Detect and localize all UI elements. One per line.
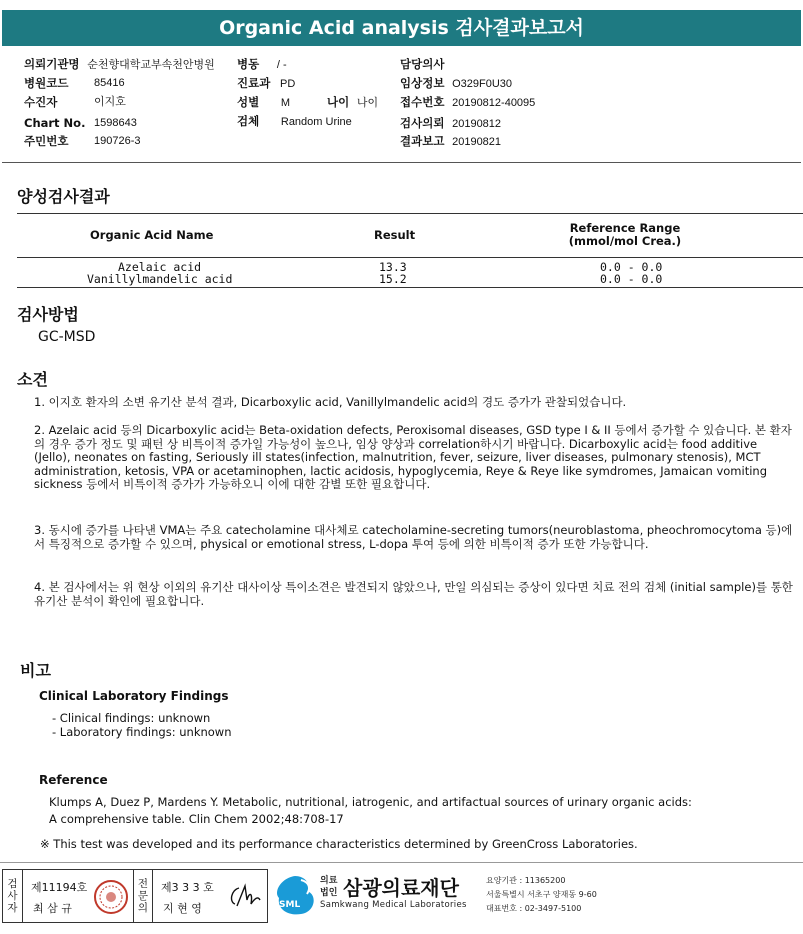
col-header-reference: [560, 222, 690, 248]
row-2-reference: 0.0 - 0.0: [600, 272, 663, 286]
age-label: 나이: [327, 95, 350, 109]
row-2-name: Vanillylmandelic acid: [87, 272, 233, 286]
resident-no-value: 190726-3: [94, 135, 141, 147]
clinical-findings-title: Clinical Laboratory Findings: [39, 689, 229, 703]
report-date-value: 20190821: [452, 136, 502, 148]
sml-badge: SML: [279, 900, 301, 910]
org-prefix-bottom: 법인: [320, 888, 338, 898]
results-top-rule: [17, 213, 803, 214]
results-header-rule: [17, 257, 803, 258]
ward-value: / -: [276, 59, 287, 71]
hospital-code-row: [24, 76, 125, 90]
report-title: Organic Acid analysis 검사결과보고서: [2, 10, 801, 46]
clinical-info-label: 임상정보: [400, 76, 445, 90]
institution-value: 순천향대학교부속천안병원: [87, 59, 215, 71]
recipient-label: 수진자: [24, 95, 58, 109]
inspector-name: 최 삼 규: [33, 902, 72, 915]
reference-line-1: Klumps A, Duez P, Mardens Y. Metabolic, nutritional, iatrogenic, and artifactual sources of urinary organic acids:: [49, 795, 692, 809]
sex-value: M: [280, 97, 291, 109]
col-header-reference-line1: Reference Range: [569, 221, 681, 235]
dept-row: [237, 76, 295, 91]
specimen-label: 검체: [237, 114, 260, 128]
row-2-result: 15.2: [379, 272, 407, 286]
dept-value: PD: [279, 78, 296, 90]
method-title: 검사방법: [17, 305, 79, 324]
resident-no-label: 주민번호: [24, 134, 69, 148]
finding-1: 1. 이지호 환자의 소변 유기산 분석 결과, Dicarboxylic acid, Vanillylmandelic acid의 경도 증가가 관찰되었습니다.: [34, 395, 627, 409]
chart-no-value: 1598643: [94, 117, 137, 129]
disclaimer: ※ This test was developed and its performance characteristics determined by GreenCross Laboratories.: [40, 837, 638, 851]
info-divider: [2, 162, 801, 163]
specialist-number: 제3 3 3 호: [161, 881, 214, 894]
finding-3: 3. 동시에 증가를 나타낸 VMA는 주요 catecholamine 대사체로 catecholamine-secreting tumors(neuroblastoma, pheochromocytoma 등)에서 특징적으로 증가할 수 있으며, physical or emotional stress, L-dopa 투여 등에 의한 비특이적 증가 또한 가능합니다.: [34, 523, 793, 551]
row-1-name: Azelaic acid: [118, 260, 202, 274]
doctor-row: [400, 57, 444, 71]
finding-4: 4. 본 검사에서는 위 현상 이외의 유기산 대사이상 특이소견은 발견되지 않았으나, 만일 의심되는 증상이 있다면 치료 전의 검체 (initial sample)를 통한 유기산 분석이 확인에 필요합니다.: [34, 580, 793, 608]
results-title: 양성검사결과: [17, 187, 110, 206]
row-1-result: 13.3: [379, 260, 407, 274]
contact-phone: 대표번호 : 02-3497-5100: [486, 904, 582, 913]
method-value: GC-MSD: [38, 329, 96, 345]
dept-label: 진료과: [237, 76, 271, 90]
receipt-no-row: [400, 95, 535, 110]
report-date-label: 결과보고: [400, 134, 445, 148]
request-date-label: 검사의뢰: [400, 116, 445, 130]
findings-title: 소견: [17, 370, 48, 389]
col-header-result: Result: [374, 228, 416, 242]
chart-no-label: Chart No.: [24, 116, 86, 130]
col-header-reference-line2: (mmol/mol Crea.): [568, 234, 682, 248]
hospital-code-label: 병원코드: [24, 76, 69, 90]
request-date-value: 20190812: [452, 118, 502, 130]
receipt-no-label: 접수번호: [400, 95, 445, 109]
ward-label: 병동: [237, 57, 260, 71]
chart-no-row: [24, 116, 137, 130]
org-prefix-top: 의료: [320, 876, 338, 886]
col-header-name: Organic Acid Name: [90, 228, 214, 242]
org-name-en: Samkwang Medical Laboratories: [320, 900, 467, 910]
request-date-row: [400, 116, 501, 131]
row-1-reference: 0.0 - 0.0: [600, 260, 663, 274]
sml-logo-icon: [271, 870, 319, 920]
specialist-signature-icon: [225, 882, 263, 912]
recipient-row: [24, 95, 126, 109]
reference-line-2: A comprehensive table. Clin Chem 2002;48:708-17: [49, 812, 344, 826]
org-name: 삼광의료재단: [343, 876, 459, 900]
laboratory-findings-line: - Laboratory findings: unknown: [52, 725, 232, 739]
remarks-title: 비고: [20, 661, 51, 680]
contact-address: 서울특별시 서초구 양재동 9-60: [486, 890, 597, 899]
reference-title: Reference: [39, 773, 108, 787]
sex-label: 성별: [237, 95, 260, 109]
specimen-row: [237, 114, 352, 129]
receipt-no-value: 20190812-40095: [452, 97, 536, 109]
results-bottom-rule: [17, 287, 803, 288]
finding-2: 2. Azelaic acid 등의 Dicarboxylic acid는 Beta-oxidation defects, Peroxisomal diseases, GSD type I & II 등에서 증가할 수 있습니다. 본 환자의 경우 증가 정도 및 패턴 상 비특이적 증가일 가능성이 높으나, 임상 양상과 correlation하시기 바랍니다. Dicarboxylic acid는 food additive (Jello), neonates on fasting, Seriously ill states(infection, malnutrition, fever, seizure, liver diseases, pulmonary stenosis), MCT administration, ketosis, VPA or acetaminophen, lactic acidosis, hypoglycemia, Reye & Reye like symdromes, Jamaican vomiting sickness 등에서 비특이적 증가가 가능하오니 이에 대한 감별 또한 필요합니다.: [34, 423, 792, 491]
report-date-row: [400, 134, 501, 149]
contact-code: 요양기관 : 11365200: [486, 876, 566, 885]
ward-row: [237, 57, 287, 72]
age-row: [327, 95, 378, 110]
inspector-seal-icon: [93, 879, 129, 915]
institution-row: [24, 57, 215, 72]
resident-no-row: [24, 134, 141, 148]
specialist-name: 지 현 영: [163, 902, 202, 915]
recipient-value: 이지호: [94, 96, 126, 108]
clinical-info-row: [400, 76, 512, 91]
signature-box: [2, 869, 268, 923]
sex-row: [237, 95, 290, 110]
institution-label: 의뢰기관명: [24, 57, 80, 71]
clinical-findings-line: - Clinical findings: unknown: [52, 711, 211, 725]
inspector-label: 검사자: [3, 870, 23, 922]
hospital-code-value: 85416: [94, 77, 125, 89]
specialist-label: 전문의: [133, 870, 153, 922]
clinical-info-value: O329F0U30: [452, 78, 513, 90]
inspector-number: 제11194호: [31, 881, 88, 894]
age-value: 나이: [356, 97, 379, 109]
doctor-label: 담당의사: [400, 57, 445, 71]
specimen-value: Random Urine: [280, 116, 352, 128]
footer-divider: [0, 862, 803, 863]
